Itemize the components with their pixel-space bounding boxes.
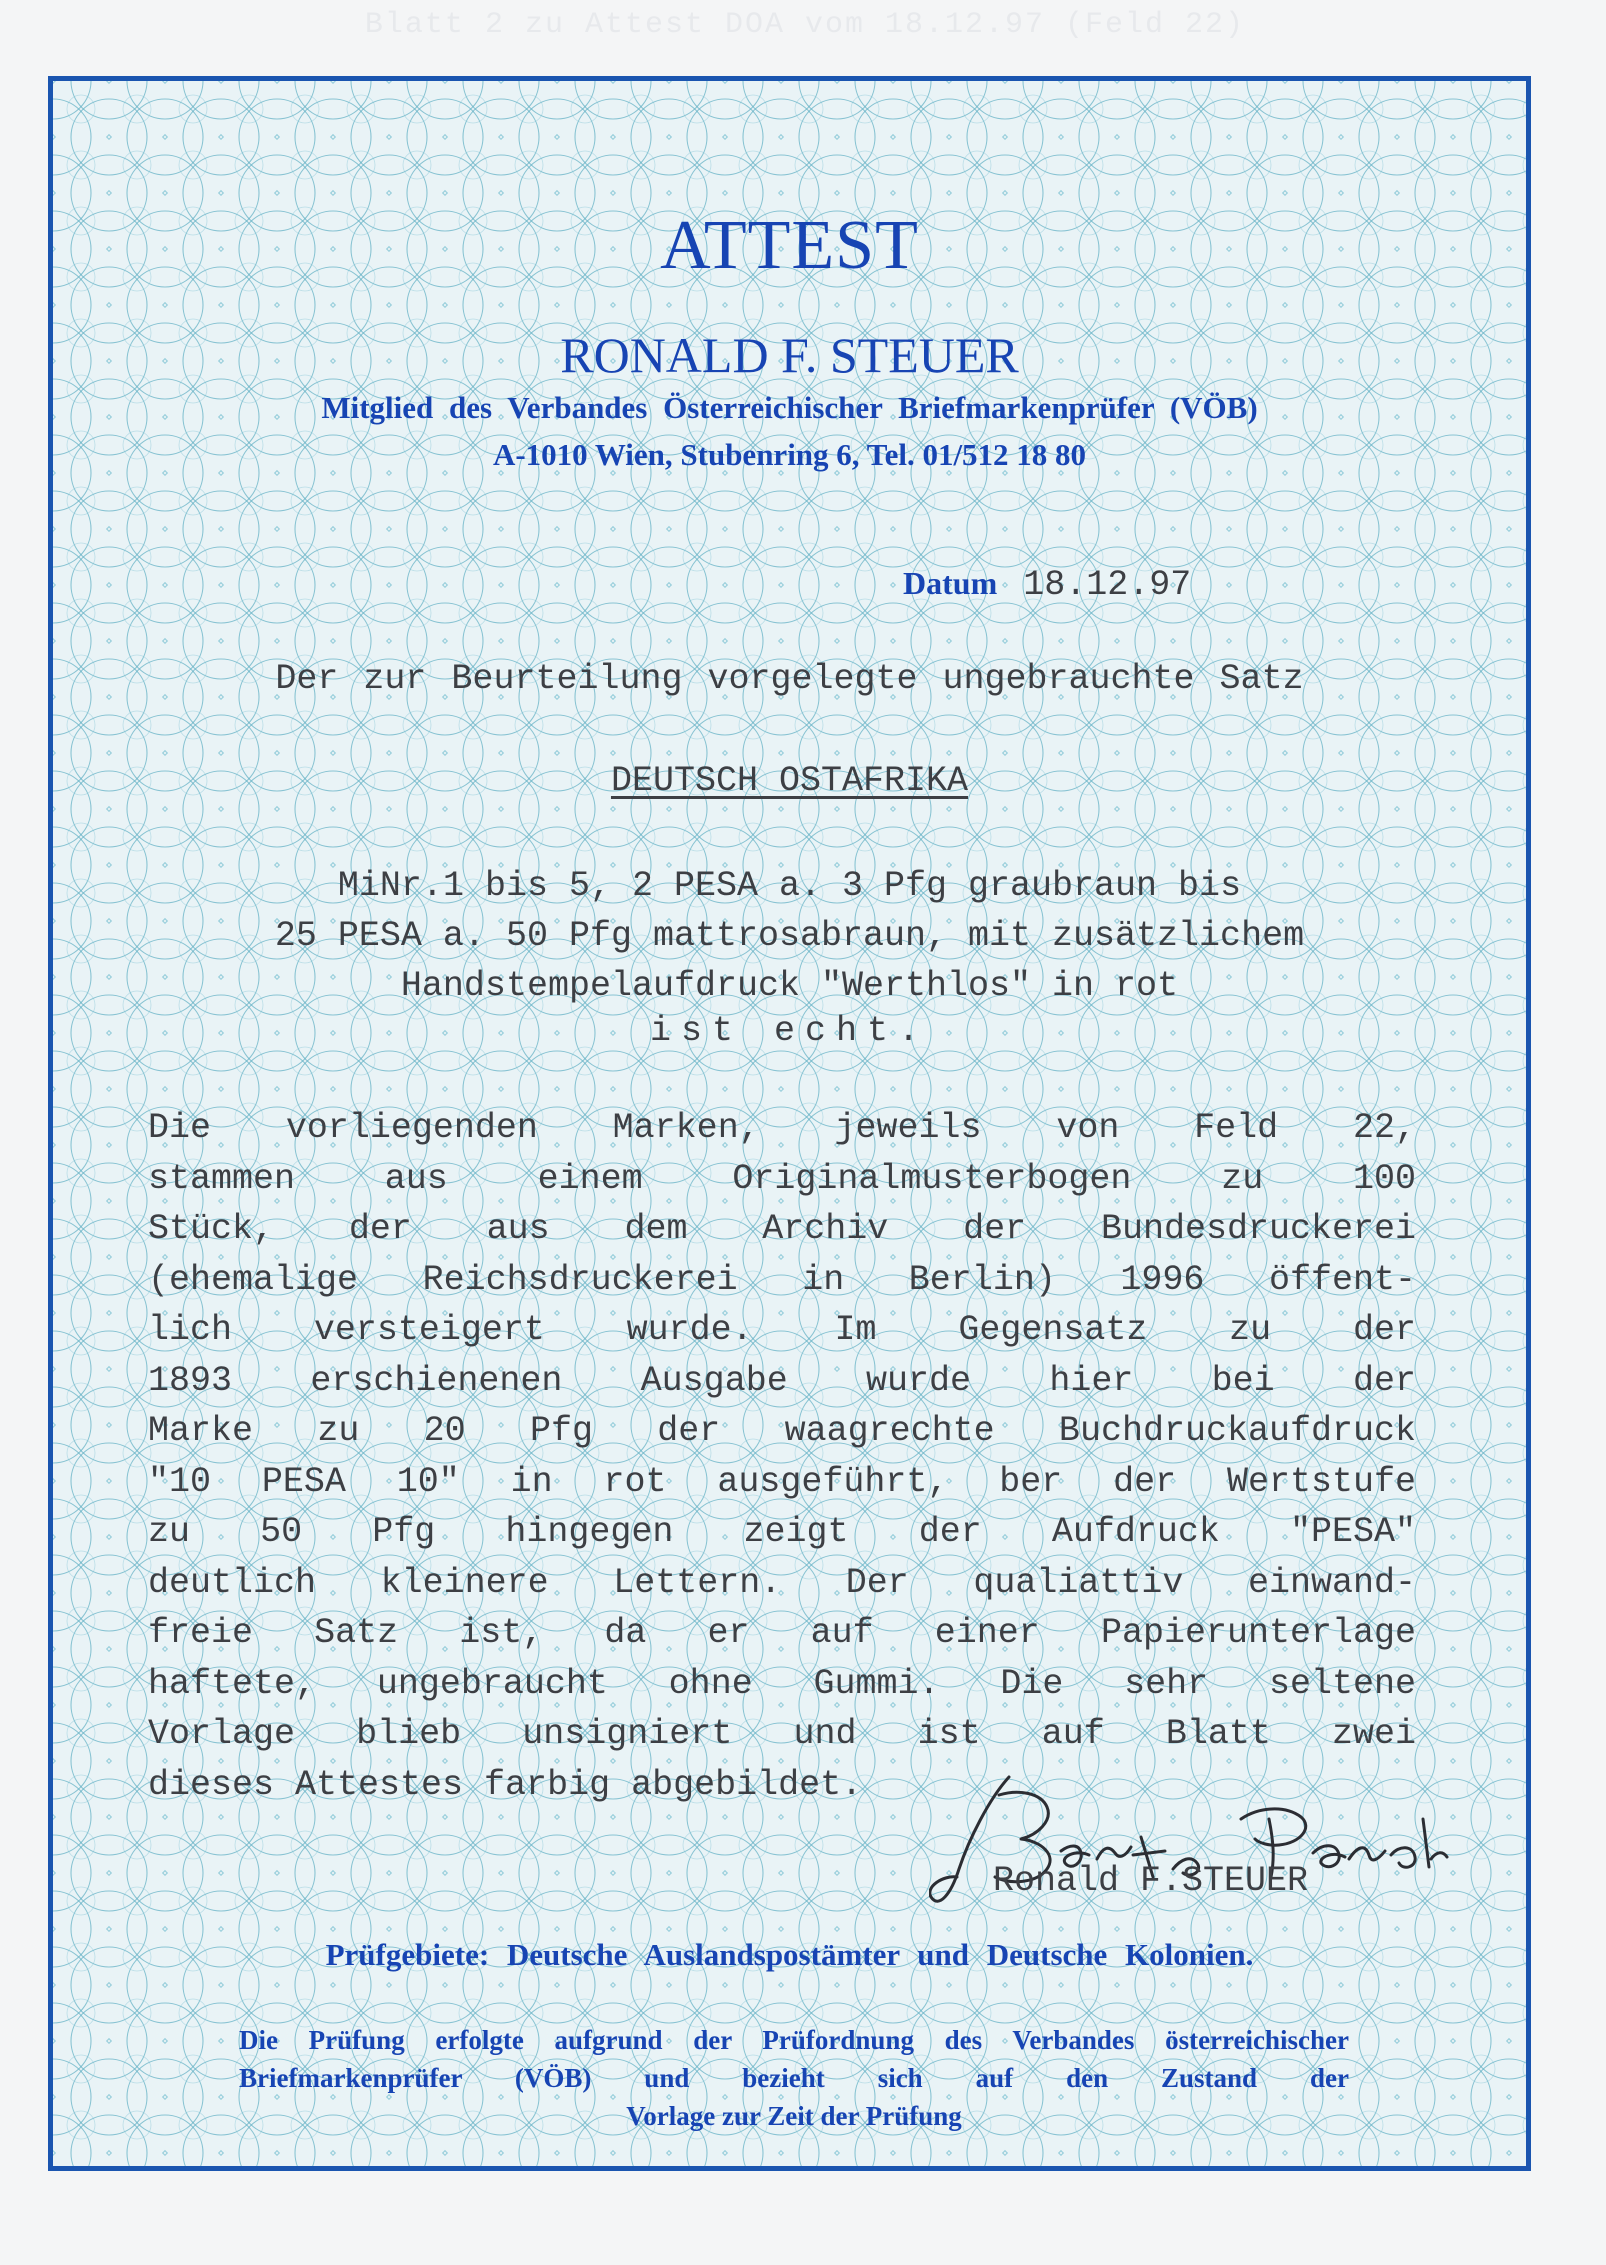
faint-header-text: Blatt 2 zu Attest DOA vom 18.12.97 (Feld 22) xyxy=(364,8,1246,42)
examiner-name: RONALD F. STEUER xyxy=(560,327,1019,383)
intro-text: Der zur Beurteilung vorgelegte ungebrauchte Satz xyxy=(275,659,1304,699)
footer-disclaimer xyxy=(239,2021,1349,2135)
subject-heading: DEUTSCH OSTAFRIKA xyxy=(610,761,969,801)
body-line: freie Satz ist, da er auf einer Papierunterlage xyxy=(148,1613,1416,1653)
body-line: 1893 erschienenen Ausgabe wurde hier bei der xyxy=(148,1360,1416,1401)
certificate-body xyxy=(148,1103,1416,1810)
signer-name: Ronald F.STEUER xyxy=(993,1861,1309,1901)
body-line: "10 PESA 10" in rot ausgeführt, ber der Wertstufe xyxy=(148,1461,1416,1502)
verdict-text: ist echt. xyxy=(649,1011,930,1051)
body-line: Vorlage blieb unsigniert und ist auf Blatt zwei xyxy=(148,1714,1416,1754)
body-line: Die vorliegenden Marken, jeweils von Feld 22, xyxy=(148,1108,1416,1148)
body-line: stammen aus einem Originalmusterbogen zu 100 xyxy=(148,1158,1416,1199)
date-value: 18.12.97 xyxy=(1023,565,1192,605)
footer-line: Die Prüfung erfolgte aufgrund der Prüfordnung des Verbandes österreichischer xyxy=(239,2025,1349,2055)
body-line: Stück, der aus dem Archiv der Bundesdruckerei xyxy=(148,1209,1416,1249)
examination-fields: Prüfgebiete: Deutsche Auslandspostämter und Deutsche Kolonien. xyxy=(325,1937,1254,1972)
date-row xyxy=(903,565,1191,605)
body-line: Marke zu 20 Pfg der waagrechte Buchdruckaufdruck xyxy=(148,1411,1416,1451)
body-line: haftete, ungebraucht ohne Gummi. Die sehr seltene xyxy=(148,1663,1416,1704)
examiner-membership: Mitglied des Verbandes Österreichischer Briefmarkenprüfer (VÖB) xyxy=(321,390,1258,425)
body-line: dieses Attestes farbig abgebildet. xyxy=(148,1764,863,1805)
footer-line: Briefmarkenprüfer (VÖB) und bezieht sich auf den Zustand der xyxy=(239,2063,1349,2093)
body-line: zu 50 Pfg hingegen zeigt der Aufdruck "PESA" xyxy=(148,1512,1416,1552)
certificate-title: ATTEST xyxy=(660,207,919,284)
set-description-line: 25 PESA a. 50 Pfg mattrosabraun, mit zusätzlichem xyxy=(274,916,1305,956)
certificate-sheet xyxy=(48,76,1531,2171)
body-line: deutlich kleinere Lettern. Der qualiattiv einwand- xyxy=(148,1562,1416,1603)
body-line: lich versteigert wurde. Im Gegensatz zu der xyxy=(148,1310,1416,1350)
set-description-line: Handstempelaufdruck "Werthlos" in rot xyxy=(400,966,1179,1006)
examiner-address: A-1010 Wien, Stubenring 6, Tel. 01/512 18 80 xyxy=(492,437,1087,472)
set-description-line: MiNr.1 bis 5, 2 PESA a. 3 Pfg graubraun bis xyxy=(337,866,1242,906)
footer-line: Vorlage zur Zeit der Prüfung xyxy=(626,2101,962,2131)
body-line: (ehemalige Reichsdruckerei in Berlin) 1996 öffent- xyxy=(148,1259,1416,1300)
date-label: Datum xyxy=(903,565,998,601)
